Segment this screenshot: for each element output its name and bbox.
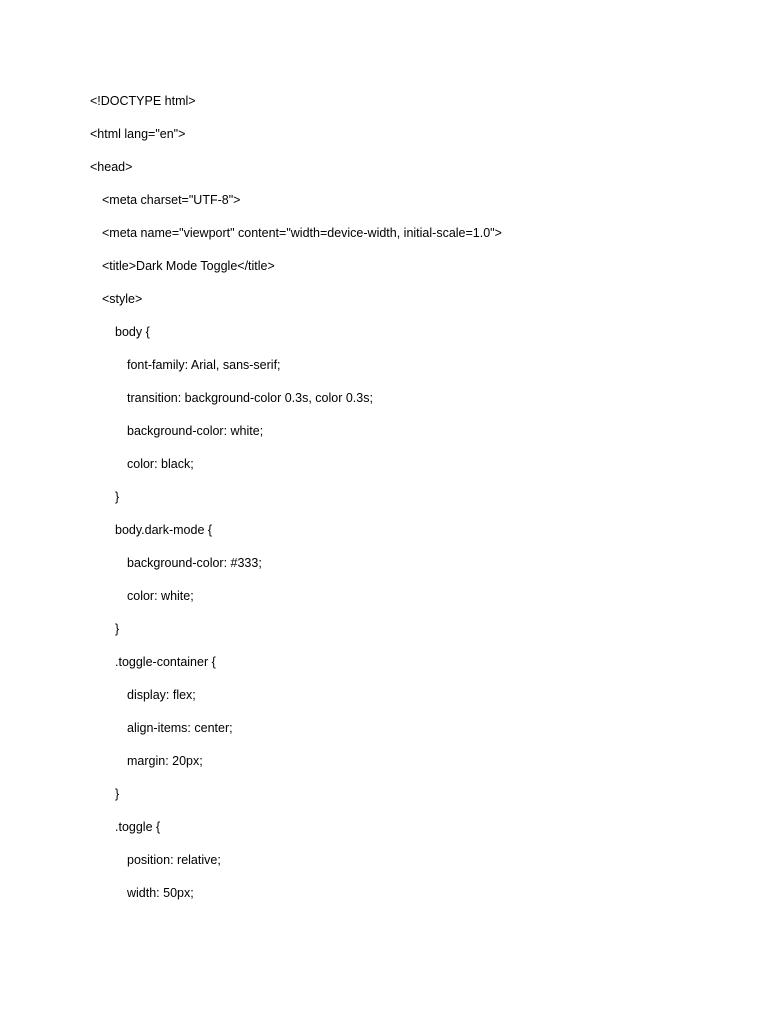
document-line: <title>Dark Mode Toggle</title>	[102, 259, 275, 273]
document-line: color: white;	[127, 589, 194, 603]
document-line: display: flex;	[127, 688, 196, 702]
document-line: align-items: center;	[127, 721, 233, 735]
document-line: body {	[115, 325, 150, 339]
document-line: margin: 20px;	[127, 754, 203, 768]
document-line: width: 50px;	[127, 886, 194, 900]
document-line: font-family: Arial, sans-serif;	[127, 358, 281, 372]
document-line: transition: background-color 0.3s, color 0.3s;	[127, 391, 373, 405]
document-line: }	[115, 787, 120, 801]
document-line: }	[115, 490, 120, 504]
document-line: <meta name="viewport" content="width=device-width, initial-scale=1.0">	[102, 226, 502, 240]
document-line: background-color: #333;	[127, 556, 262, 570]
document-line: <meta charset="UTF-8">	[102, 193, 241, 207]
document-body	[90, 91, 730, 916]
document-line: <!DOCTYPE html>	[90, 94, 196, 108]
document-line: body.dark-mode {	[115, 523, 213, 537]
document-line: .toggle {	[115, 820, 161, 834]
document-line: position: relative;	[127, 853, 221, 867]
document-line: }	[115, 622, 120, 636]
document-line: <style>	[102, 292, 143, 306]
document-line: background-color: white;	[127, 424, 264, 438]
document-line: <head>	[90, 160, 133, 174]
document-line: color: black;	[127, 457, 194, 471]
document-line: <html lang="en">	[90, 127, 186, 141]
document-line: .toggle-container {	[115, 655, 216, 669]
